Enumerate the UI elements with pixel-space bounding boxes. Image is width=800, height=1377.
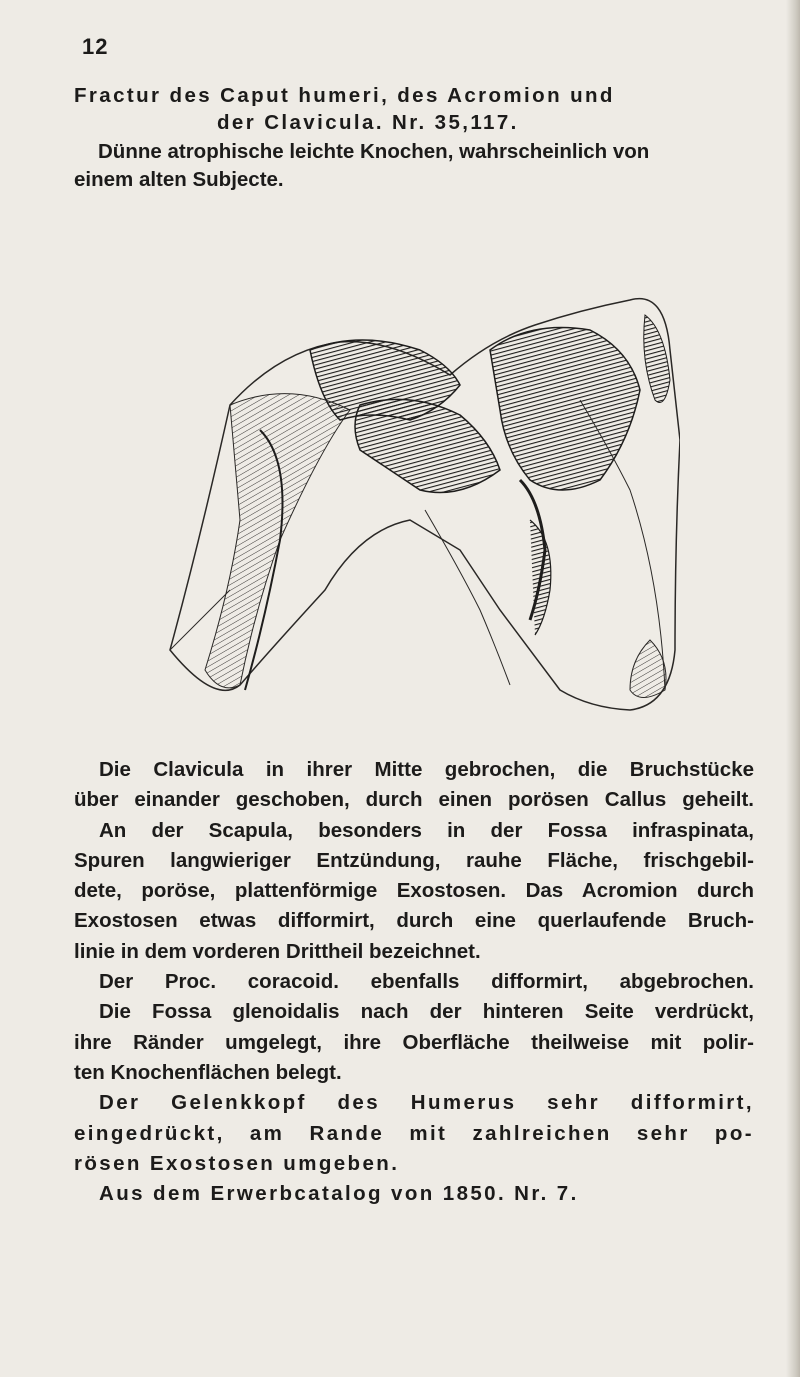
text-line: dete, poröse, plattenförmige Exostosen. Das Acromion durch [74, 879, 754, 903]
text-line: ten Knochenflächen belegt. [74, 1060, 342, 1084]
text-line: An der Scapula, besonders in der Fossa infraspinata, [99, 818, 754, 842]
page-number: 12 [82, 34, 109, 59]
subtitle-line-1: Dünne atrophische leichte Knochen, wahrscheinlich von [98, 140, 650, 163]
bone-figure [160, 290, 680, 730]
description-text [74, 755, 754, 1209]
bone-illustration-icon [160, 290, 680, 730]
page-edge-shadow [786, 0, 800, 1377]
title-line-2: der Clavicula. Nr. 35,117. [217, 111, 519, 134]
text-line: ihre Ränder umgelegt, ihre Oberfläche theilweise mit polir- [74, 1030, 754, 1054]
text-line: Exostosen etwas difformirt, durch eine querlaufende Bruch- [74, 909, 754, 933]
text-line: eingedrückt, am Rande mit zahlreichen sehr po- [74, 1121, 754, 1145]
text-line: Aus dem Erwerbcatalog von 1850. Nr. 7. [99, 1182, 579, 1206]
text-line: Der Proc. coracoid. ebenfalls difformirt, abgebrochen. [99, 970, 754, 994]
text-line: Die Clavicula in ihrer Mitte gebrochen, die Bruchstücke [99, 758, 754, 781]
text-line: Die Fossa glenoidalis nach der hinteren Seite verdrückt, [99, 1000, 754, 1024]
title-line-1: Fractur des Caput humeri, des Acromion und [74, 84, 615, 107]
text-line: linie in dem vorderen Drittheil bezeichnet. [74, 939, 481, 963]
text-line: Der Gelenkkopf des Humerus sehr difformirt, [99, 1091, 754, 1115]
subtitle-line-2: einem alten Subjecte. [74, 168, 284, 191]
text-line: über einander geschoben, durch einen porösen Callus geheilt. [74, 788, 754, 812]
text-line: Spuren langwieriger Entzündung, rauhe Fläche, frischgebil- [74, 848, 754, 872]
text-line: rösen Exostosen umgeben. [74, 1151, 400, 1175]
